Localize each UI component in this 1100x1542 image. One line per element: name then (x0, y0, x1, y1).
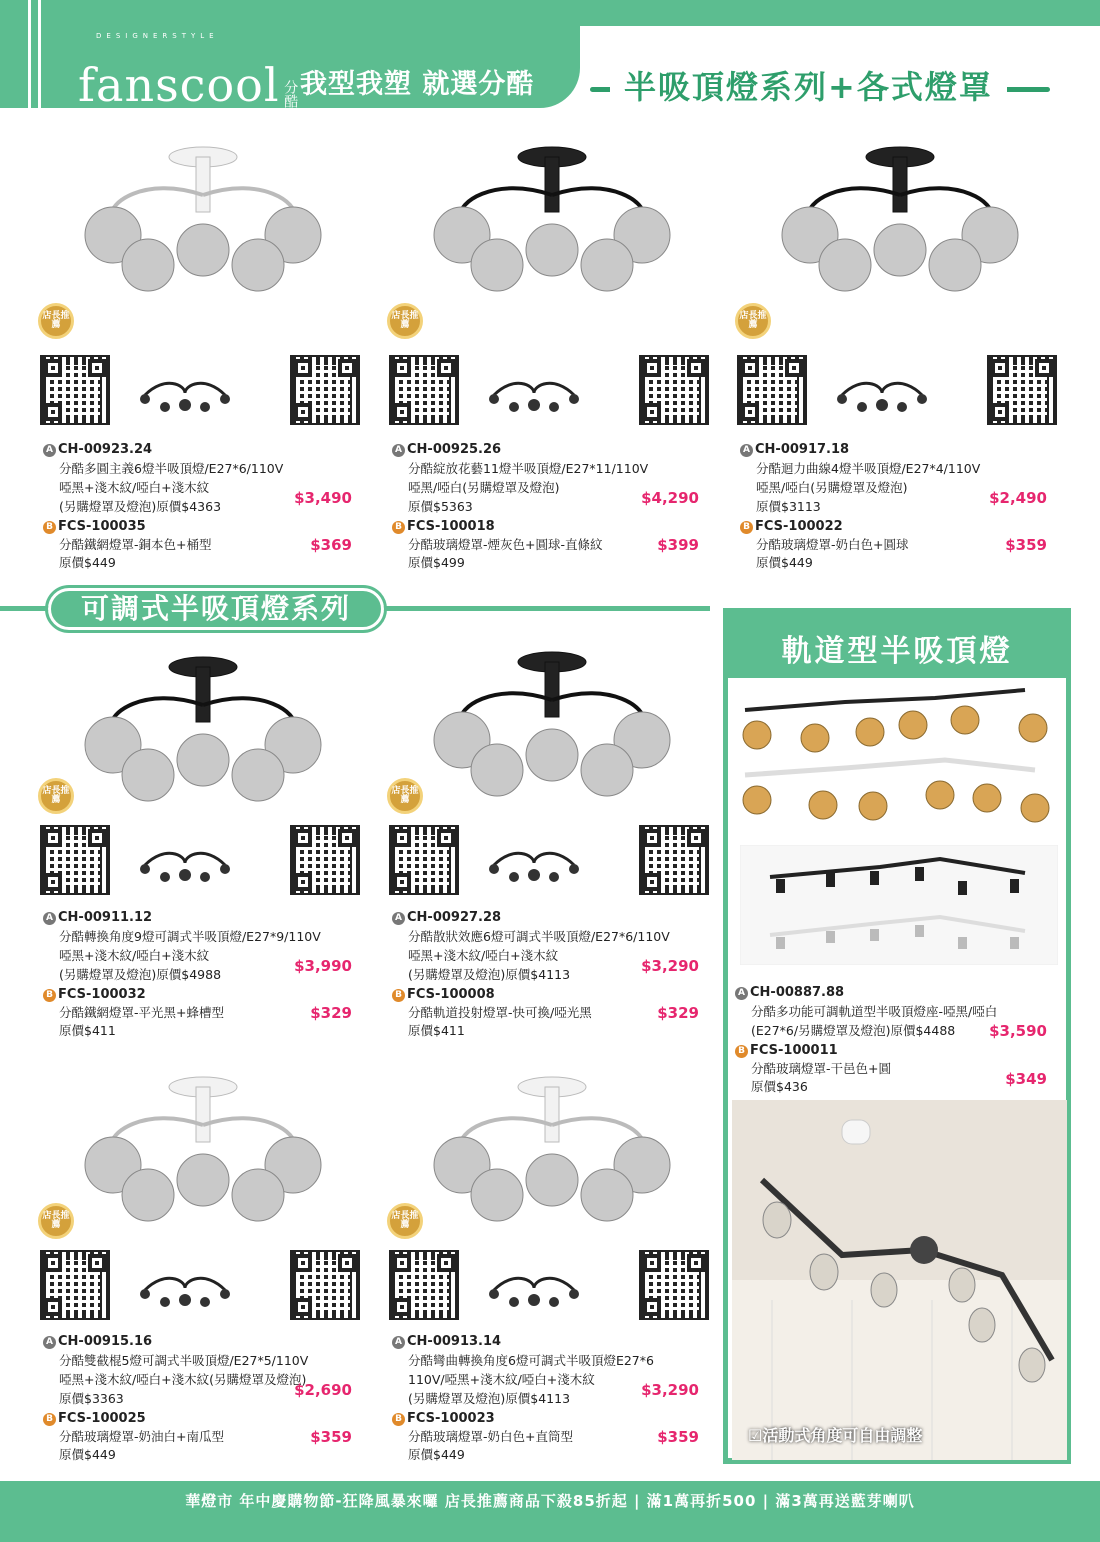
product-a-price: $4,290 (641, 489, 699, 507)
product-b-code: B FCS-100025 (43, 1410, 146, 1428)
product-a-price: $2,490 (989, 489, 1047, 507)
product-a-desc: (另購燈罩及燈泡)原價$4113 (408, 967, 571, 982)
product-b-desc: 分酷玻璃燈罩-煙灰色+圓球-直條紋 (408, 537, 603, 552)
product-b-desc: 原價$449 (408, 1447, 465, 1462)
series-title: 半吸頂燈系列+各式燈罩 (610, 62, 1007, 108)
product-photo (402, 640, 702, 805)
store-recommend-badge: 店長推薦 (387, 1203, 423, 1239)
a-marker: A (43, 444, 56, 457)
photo-caption: ☑活動式角度可自由調整 (748, 1426, 923, 1445)
product-photo (750, 135, 1050, 330)
product-a-code: A CH-00917.18 (740, 441, 849, 459)
product-a-code: A CH-00911.12 (43, 909, 152, 927)
product-b-code: B FCS-100011 (735, 1042, 838, 1060)
product-b-desc: 原價$411 (59, 1023, 116, 1038)
product-a-desc: 啞黑+淺木紋/啞白+淺木紋 (59, 948, 210, 963)
variant-thumbnail (125, 355, 245, 427)
adjustable-section-header (0, 588, 720, 628)
variant-thumbnail (822, 355, 942, 427)
product-a-code: A CH-00887.88 (735, 984, 844, 1002)
product-b-price: $399 (657, 536, 699, 554)
product-b-price: $329 (657, 1004, 699, 1022)
a-marker: A (735, 987, 748, 1000)
product-photo (53, 1065, 353, 1230)
brand-subtitle: DESIGNERSTYLE (96, 32, 219, 40)
product-a-price: $3,590 (989, 1022, 1047, 1040)
b-marker: B (735, 1045, 748, 1058)
b-marker: B (43, 1413, 56, 1426)
product-a-price: $3,290 (641, 957, 699, 975)
product-b-desc: 分酷玻璃燈罩-奶白色+直筒型 (408, 1429, 573, 1444)
qr-code-icon[interactable] (639, 355, 709, 425)
track-light-photo-amber (735, 680, 1060, 830)
product-a-code: A CH-00925.26 (392, 441, 501, 459)
product-a-price: $3,990 (294, 957, 352, 975)
qr-code-icon[interactable] (389, 1250, 459, 1320)
qr-code-icon[interactable] (40, 355, 110, 425)
brand-chinese: 分酷 (282, 80, 299, 108)
product-b-desc: 分酷玻璃燈罩-奶白色+圓球 (756, 537, 909, 552)
variant-thumbnail (474, 1250, 594, 1322)
product-a-price: $3,290 (641, 1381, 699, 1399)
product-a-desc: (另購燈罩及燈泡)原價$4363 (59, 499, 222, 514)
product-a-code: A CH-00927.28 (392, 909, 501, 927)
store-recommend-badge: 店長推薦 (38, 1203, 74, 1239)
product-a-desc: 原價$3363 (59, 1391, 124, 1406)
qr-code-icon[interactable] (639, 825, 709, 895)
product-b-desc: 原價$449 (756, 555, 813, 570)
b-marker: B (392, 989, 405, 1002)
product-b-desc: 分酷鐵網燈罩-平光黑+蜂槽型 (59, 1005, 224, 1020)
product-a-price: $3,490 (294, 489, 352, 507)
product-b-price: $359 (1005, 536, 1047, 554)
product-b-code: B FCS-100023 (392, 1410, 495, 1428)
product-a-desc: (E27*6/另購燈罩及燈泡)原價$4488 (751, 1023, 956, 1038)
product-a-code: A CH-00913.14 (392, 1333, 501, 1351)
a-marker: A (43, 912, 56, 925)
product-b-code: B FCS-100035 (43, 518, 146, 536)
product-a-desc: 啞黑+淺木紋/啞白+淺木紋 (59, 480, 210, 495)
brand-logo (78, 32, 299, 112)
b-marker: B (43, 521, 56, 534)
qr-code-icon[interactable] (40, 825, 110, 895)
product-photo (402, 135, 702, 330)
store-recommend-badge: 店長推薦 (387, 303, 423, 339)
product-a-desc: 原價$5363 (408, 499, 473, 514)
product-a-desc: 分酷雙截棍5燈可調式半吸頂燈/E27*5/110V (59, 1353, 309, 1368)
product-b-price: $369 (310, 536, 352, 554)
product-a-desc: 分酷多功能可調軌道型半吸頂燈座-啞黑/啞白 (751, 1004, 998, 1019)
slogan: 我型我塑 就選分酷 (300, 69, 535, 100)
a-marker: A (392, 444, 405, 457)
product-a-desc: (另購燈罩及燈泡)原價$4988 (59, 967, 222, 982)
product-a-desc: 原價$3113 (756, 499, 821, 514)
qr-code-icon[interactable] (389, 825, 459, 895)
product-a-desc: 啞黑+淺木紋/啞白+淺木紋(另購燈罩及燈泡) (59, 1372, 307, 1387)
product-b-desc: 分酷玻璃燈罩-干邑色+圓 (751, 1061, 891, 1076)
product-a-desc: 啞黑/啞白(另購燈罩及燈泡) (408, 480, 560, 495)
product-a-desc: 分酷迴力曲線4燈半吸頂燈/E27*4/110V (756, 461, 981, 476)
product-b-desc: 原價$436 (751, 1079, 808, 1094)
a-marker: A (392, 1336, 405, 1349)
product-a-desc: 110V/啞黑+淺木紋/啞白+淺木紋 (408, 1372, 595, 1387)
store-recommend-badge: 店長推薦 (38, 778, 74, 814)
variant-thumbnail (474, 825, 594, 897)
product-a-price: $2,690 (294, 1381, 352, 1399)
product-b-desc: 分酷玻璃燈罩-奶油白+南瓜型 (59, 1429, 224, 1444)
qr-code-icon[interactable] (290, 1250, 360, 1320)
product-photo (53, 645, 353, 805)
adjustable-section-title: 可調式半吸頂燈系列 (48, 588, 384, 630)
product-a-desc: (另購燈罩及燈泡)原價$4113 (408, 1391, 571, 1406)
product-a-desc: 啞黑/啞白(另購燈罩及燈泡) (756, 480, 908, 495)
a-marker: A (43, 1336, 56, 1349)
product-b-desc: 分酷軌道投射燈罩-快可換/啞光黑 (408, 1005, 592, 1020)
b-marker: B (43, 989, 56, 1002)
qr-code-icon[interactable] (389, 355, 459, 425)
track-section-title: 軌道型半吸頂燈 (781, 634, 1013, 669)
product-b-code: B FCS-100022 (740, 518, 843, 536)
track-light-photo-spot (740, 845, 1058, 965)
brand-name: fanscool (78, 58, 280, 112)
store-recommend-badge: 店長推薦 (38, 303, 74, 339)
product-b-code: B FCS-100008 (392, 986, 495, 1004)
product-b-price: $359 (657, 1428, 699, 1446)
product-b-price: $329 (310, 1004, 352, 1022)
qr-code-icon[interactable] (639, 1250, 709, 1320)
product-b-desc: 原價$449 (59, 555, 116, 570)
qr-code-icon[interactable] (40, 1250, 110, 1320)
store-recommend-badge: 店長推薦 (735, 303, 771, 339)
a-marker: A (740, 444, 753, 457)
product-b-desc: 原價$499 (408, 555, 465, 570)
product-a-code: A CH-00923.24 (43, 441, 152, 459)
qr-code-icon[interactable] (987, 355, 1057, 425)
product-photo (402, 1065, 702, 1230)
product-a-desc: 分酷多圓主義6燈半吸頂燈/E27*6/110V (59, 461, 284, 476)
product-a-desc: 分酷綻放花藝11燈半吸頂燈/E27*11/110V (408, 461, 649, 476)
b-marker: B (392, 521, 405, 534)
product-b-price: $359 (310, 1428, 352, 1446)
footer-promo: 華燈市 年中慶購物節-狂降風暴來囉 店長推薦商品下殺85折起 | 滿1萬再折500 | 滿3萬再送藍芽喇叭 (0, 1481, 1100, 1542)
product-b-desc: 分酷鐵網燈罩-銅本色+桶型 (59, 537, 212, 552)
header (0, 0, 1100, 115)
qr-code-icon[interactable] (290, 355, 360, 425)
qr-code-icon[interactable] (290, 825, 360, 895)
product-photo (53, 135, 353, 330)
product-b-code: B FCS-100018 (392, 518, 495, 536)
variant-thumbnail (125, 825, 245, 897)
a-marker: A (392, 912, 405, 925)
product-b-code: B FCS-100032 (43, 986, 146, 1004)
product-b-desc: 原價$411 (408, 1023, 465, 1038)
product-a-desc: 分酷彎曲轉換角度6燈可調式半吸頂燈E27*6 (408, 1353, 654, 1368)
qr-code-icon[interactable] (737, 355, 807, 425)
product-b-price: $349 (1005, 1070, 1047, 1088)
product-a-desc: 啞黑+淺木紋/啞白+淺木紋 (408, 948, 559, 963)
product-a-desc: 分酷散狀效應6燈可調式半吸頂燈/E27*6/110V (408, 929, 670, 944)
product-a-code: A CH-00915.16 (43, 1333, 152, 1351)
product-b-desc: 原價$449 (59, 1447, 116, 1462)
variant-thumbnail (125, 1250, 245, 1322)
b-marker: B (392, 1413, 405, 1426)
store-recommend-badge: 店長推薦 (387, 778, 423, 814)
b-marker: B (740, 521, 753, 534)
track-light-room-photo (732, 1100, 1067, 1460)
variant-thumbnail (474, 355, 594, 427)
product-a-desc: 分酷轉換角度9燈可調式半吸頂燈/E27*9/110V (59, 929, 321, 944)
